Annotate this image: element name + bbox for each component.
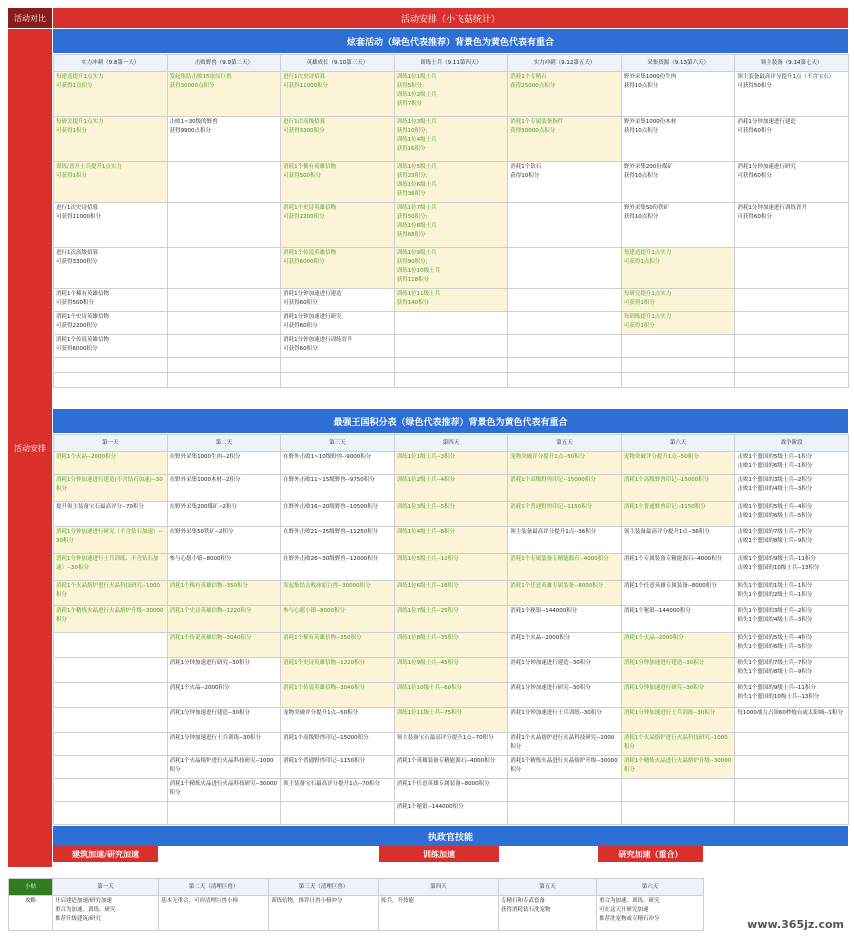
section2-cell: 消耗1个传说英雄信物--3040积分 (281, 683, 395, 708)
section2-cell: 消耗1个普通野兽印记--1150积分 (508, 502, 622, 527)
section1-col-header: 实力冲刺（9.8第一天） (54, 55, 168, 72)
section1-col-header: 击败野兽（9.9第二天） (167, 55, 281, 72)
table-row (54, 633, 849, 658)
section2-cell (54, 779, 168, 802)
section2-cell: 训练1位11级士兵--75积分 (394, 708, 508, 733)
section2-cell: 在野外击败11~15级野兽--9750积分 (281, 475, 395, 502)
section2-cell: 每1000战力占领60秒炮台或太阳城--1积分 (735, 708, 849, 733)
tips-col-header: 第三天（清理巨兽） (269, 879, 379, 896)
watermark: www.365jz.com (747, 918, 844, 931)
section2-cell: 消耗1个传说英雄信物--3040积分 (167, 633, 281, 658)
section1-cell: 每建造提升1点实力 可获得1点积分 (621, 248, 735, 289)
tips-cell: 练兵，开技能 (379, 896, 499, 931)
table-row (54, 658, 849, 683)
section2-cell: 训练1位7级士兵--25积分 (394, 606, 508, 633)
section2-cell: 消耗1个史诗英雄信物--1220积分 (281, 658, 395, 683)
section2-cell: 在野外采集1000木材--2积分 (167, 475, 281, 502)
section2-cell: 在野外击败21~25级野兽--11250积分 (281, 527, 395, 554)
section2-cell: 消耗1分钟加速进行建造(不含钻石加速)--30积分 (54, 475, 168, 502)
section2-cell: 训练1位4级士兵--8积分 (394, 527, 508, 554)
section2-cell: 宠物突破评分提升1点--50积分 (281, 708, 395, 733)
section2-cell (54, 708, 168, 733)
table-row (54, 733, 849, 756)
section1-cell (394, 335, 508, 358)
section2-cell (735, 756, 849, 779)
section2-cell: 击败1个盟国的7级士兵--7积分 击败1个盟国的8级士兵--9积分 (735, 527, 849, 554)
section1-cell: 消耗1分钟加速进行研究 可获得60积分 (735, 162, 849, 203)
section2-cell: 在野外采集50铁矿--2积分 (167, 527, 281, 554)
section2-cell (54, 756, 168, 779)
section2-cell: 击败1个盟国的3级士兵--2积分 击败1个盟国的4级士兵--3积分 (735, 475, 849, 502)
section1-cell: 消耗1分钟加速进行建造 可获得60积分 (281, 289, 395, 312)
section2-col-header: 第三天 (281, 435, 395, 452)
tips-col-header: 第一天 (53, 879, 159, 896)
section2-cell: 消耗1个火晶熔炉进行火晶科技研究--1000积分 (54, 581, 168, 606)
table-row (54, 708, 849, 733)
section1-cell: 每研究提升1点实力 可获得1积分 (621, 289, 735, 312)
side-label: 活动安排 (8, 29, 52, 867)
section1-cell (735, 289, 849, 312)
section2-cell: 消耗1分钟加速进行士兵训练--30积分 (508, 708, 622, 733)
table-row (9, 896, 704, 931)
section1-cell (621, 358, 735, 373)
tips-cell: 训练信物，推荐日兽小榜冲分 (269, 896, 379, 931)
section1-cell: 训练1位7级士兵 获得50积分; 训练1位8级士兵 获得68积分 (394, 203, 508, 248)
section2-cell: 参与心愿小镇--8000积分 (281, 606, 395, 633)
section2-cell: 消耗1分钟加速进行士兵训练、不含钻石加速）--30积分 (54, 554, 168, 581)
section1-cell (735, 335, 849, 358)
table-row (54, 756, 849, 779)
table-row (54, 802, 849, 825)
section1-cell: 每研究提升1点实力 可获得1积分 (54, 117, 168, 162)
section1-cell: 消耗1个钻石 获得10积分 (508, 162, 622, 203)
section2-cell: 损失1个盟国的5级士兵--4积分 损失1个盟国的6级士兵--5积分 (735, 633, 849, 658)
section1-cell (167, 248, 281, 289)
table-row (54, 373, 849, 388)
section2-cell: 在野外击败1~10级野兽--9000积分 (281, 452, 395, 475)
section2-cell: 宠物突破评分提升1点--50积分 (621, 452, 735, 475)
section1-cell: 消耗1分钟加速进行研究 可获得60积分 (281, 312, 395, 335)
skill-bar-build-research: 建筑加速/研究加速 (53, 846, 158, 862)
table-row (54, 312, 849, 335)
tips-label: 小贴 (9, 879, 53, 896)
tips-cell: 重合为加速、训练、研究 可在这天开研究加速 推荐洗宠物或专精石冲分 (597, 896, 704, 931)
section2-cell: 训练1位6级士兵--18积分 (394, 581, 508, 606)
section2-cell: 训练1位5级士兵--12积分 (394, 554, 508, 581)
tips-row-label: 攻略 (9, 896, 53, 931)
section1-cell (281, 373, 395, 388)
table-row (54, 72, 849, 117)
table-row (54, 527, 849, 554)
section2-cell (621, 802, 735, 825)
section1-cell (508, 358, 622, 373)
table-row (54, 452, 849, 475)
section2-cell (54, 683, 168, 708)
section1-cell: 消耗1分钟加速进行训练晋升 可获得60积分 (735, 203, 849, 248)
section1-col-header: 英雄成长（9.10第三天） (281, 55, 395, 72)
section2-cell: 在野外采集1000生肉--2积分 (167, 452, 281, 475)
section2-cell: 训练1位9级士兵--45积分 (394, 658, 508, 683)
section2-cell: 在野外击败26~30级野兽--12000积分 (281, 554, 395, 581)
section1-cell (394, 373, 508, 388)
section2-col-header: 第一天 (54, 435, 168, 452)
section2-cell (281, 802, 395, 825)
section1-cell: 训练1位9级士兵 获得90积分; 训练1位10级士兵 获得118积分 (394, 248, 508, 289)
section2-col-header: 第四天 (394, 435, 508, 452)
section1-cell (167, 289, 281, 312)
section1-cell (54, 358, 168, 373)
section2-cell (54, 658, 168, 683)
section1-cell (508, 312, 622, 335)
tips-col-header: 第四天 (379, 879, 499, 896)
section2-cell: 消耗1个秘银--144000积分 (394, 802, 508, 825)
section2-cell: 发起集结击败冰原巨兽--30000积分 (281, 581, 395, 606)
section1-cell (621, 335, 735, 358)
section1-cell (167, 335, 281, 358)
tips-cell: 专精石和专武套备 获得消耗钻石洗宠物 (499, 896, 597, 931)
section1-col-header: 训练士兵（9.11第四天） (394, 55, 508, 72)
section1-cell (508, 373, 622, 388)
section1-col-header: 领主装备（9.14第七天） (735, 55, 849, 72)
section1-cell: 训练1位11级士兵 获得140积分 (394, 289, 508, 312)
section2-cell (735, 779, 849, 802)
section2-cell: 消耗1分钟加速进行研究--30积分 (621, 683, 735, 708)
table-row (54, 581, 849, 606)
section2-cell: 击败1个盟国的5级士兵--1积分 击败1个盟国的6级士兵--1积分 (735, 452, 849, 475)
section2-cell: 消耗1个精炼火晶进行火晶熔炉升级--30000积分 (621, 756, 735, 779)
table-row (54, 779, 849, 802)
section2-cell: 消耗1个精炼火晶进行火晶熔炉升级--30000积分 (54, 606, 168, 633)
section1-cell (621, 373, 735, 388)
section2-cell: 消耗1个火晶熔炉进行火晶科技研究--1000积分 (167, 756, 281, 779)
section2-cell: 击败1个盟国的5级士兵--4积分 击败1个盟国的6级士兵--5积分 (735, 502, 849, 527)
section2-cell: 消耗1个任意英雄专属装备--8000积分 (508, 581, 622, 606)
section2-cell: 消耗1分钟加速进行士兵训练--30积分 (167, 733, 281, 756)
section1-cell: 消耗1个史诗英雄信物 可获得2200积分 (54, 312, 168, 335)
section1-cell: 进行1次高级招募 可获得3300积分 (281, 117, 395, 162)
section2-cell (54, 802, 168, 825)
section2-cell (621, 779, 735, 802)
section1-cell (508, 203, 622, 248)
section1-cell (54, 373, 168, 388)
section1-cell: 训练1位1级士兵 获得5积分; 训练1位2级士兵 获得7积分 (394, 72, 508, 117)
section2-cell (167, 802, 281, 825)
section1-cell (167, 358, 281, 373)
section2-col-header: 第六天 (621, 435, 735, 452)
section2-title: 最强王国积分表（绿色代表推荐）背景色为黄色代表有重合 (53, 409, 848, 433)
table-row (54, 554, 849, 581)
section2-cell: 消耗1分钟加速进行士兵训练--30积分 (621, 708, 735, 733)
section1-cell: 消耗1个传说英雄信物 可获得6000积分 (54, 335, 168, 358)
section1-cell: 领主装备最高评分提升1点（不含宝石） 可获得50积分 (735, 72, 849, 117)
section1-cell (508, 248, 622, 289)
section2-cell (54, 733, 168, 756)
section1-col-header: 采集资源（9.13第六天） (621, 55, 735, 72)
section1-cell: 进行1次史诗招募 可获得11000积分 (281, 72, 395, 117)
section1-cell: 消耗1个专属装备指件 获得50000点积分 (508, 117, 622, 162)
section1-cell (281, 358, 395, 373)
section2-cell: 领主装备最高评分提升1点--36积分 (508, 527, 622, 554)
section2-cell: 损失1个盟国的1级士兵--1积分 损失1个盟国的2级士兵--1积分 (735, 581, 849, 606)
table-row (54, 248, 849, 289)
section1-cell: 击败1~30级的野兽 获得9900点积分 (167, 117, 281, 162)
section2-cell: 训练1位8级士兵--35积分 (394, 633, 508, 658)
section1-cell (508, 335, 622, 358)
section2-cell: 提升领主装备宝石最高评分--70积分 (54, 502, 168, 527)
header-left-label: 活动对比 (8, 8, 52, 28)
section2-cell: 消耗1个稀有英雄信物--350积分 (167, 581, 281, 606)
tips-table (8, 878, 704, 931)
section2-cell: 训练1位3级士兵--5积分 (394, 502, 508, 527)
tips-col-header: 第二天（清理巨兽） (159, 879, 269, 896)
section2-cell: 消耗1个普通野兽印记--1150积分 (621, 502, 735, 527)
section1-cell (735, 312, 849, 335)
section1-cell: 每训练提升1点实力 可获得1积分 (621, 312, 735, 335)
section2-cell: 消耗1分钟加速进行研究--30积分 (167, 658, 281, 683)
section1-title: 炫套活动（绿色代表推荐）背景色为黄色代表有重合 (53, 29, 848, 53)
tips-col-header: 第六天 (597, 879, 704, 896)
table-row (54, 358, 849, 373)
section2-cell: 损失1个盟国的9级士兵--11积分 损失1个盟国的10级士兵--13积分 (735, 683, 849, 708)
skill-bar-training: 训练加速 (379, 846, 499, 862)
section2-cell: 训练1位10级士兵--60积分 (394, 683, 508, 708)
section2-cell: 宠物突破评分提升1点--50积分 (508, 452, 622, 475)
section2-cell: 消耗1个火晶--2000积分 (621, 633, 735, 658)
section1-cell (167, 312, 281, 335)
section2-cell: 消耗1个高级野兽印记--15000积分 (621, 475, 735, 502)
section1-cell (167, 203, 281, 248)
section2-cell: 消耗1个任意英雄专属装备--8000积分 (394, 779, 508, 802)
section2-cell: 消耗1个秘银--144000积分 (508, 606, 622, 633)
section2-col-header: 战争阶段 (735, 435, 849, 452)
section1-cell: 进行1次史诗招募 可获得11000积分 (54, 203, 168, 248)
section2-cell: 消耗1个火晶熔炉进行火晶科技研究--1000积分 (621, 733, 735, 756)
section2-cell: 领主装备宝石最高评分提升1点--70积分 (281, 779, 395, 802)
section2-cell (735, 802, 849, 825)
section1-cell: 进行1次高级招募 可获得3300积分 (54, 248, 168, 289)
section2-cell: 消耗1分钟加速进行建造--30积分 (621, 658, 735, 683)
section2-cell: 训练1位2级士兵--4积分 (394, 475, 508, 502)
section1-cell: 发起集结击败15冰原巨兽 获得30000点积分 (167, 72, 281, 117)
section1-cell (508, 289, 622, 312)
section2-cell: 消耗1分钟加速进行建造--30积分 (508, 658, 622, 683)
section1-cell (735, 373, 849, 388)
section2-cell: 消耗1个稀有英雄信物--350积分 (281, 633, 395, 658)
tips-col-header: 第五天 (499, 879, 597, 896)
section1-cell: 消耗1个专精石 获得25000点积分 (508, 72, 622, 117)
section2-cell (54, 633, 168, 658)
section2-cell: 消耗1个火晶--2000积分 (167, 683, 281, 708)
skill-bar-research-overlap: 研究加速（重合） (598, 846, 703, 862)
section2-table (53, 434, 849, 825)
section1-cell: 训练/晋升士兵提升1点实力 可获得1积分 (54, 162, 168, 203)
section2-cell: 消耗1个普通野兽印记--1150积分 (281, 756, 395, 779)
section2-cell: 消耗1个火晶--2000积分 (508, 633, 622, 658)
section1-cell: 野外采集200份煤矿 获得10点积分 (621, 162, 735, 203)
section2-cell: 消耗1个专属装备专精能源石--4000积分 (508, 554, 622, 581)
section1-cell: 训练1位5级士兵 获得23积分; 训练1位6级士兵 获得36积分 (394, 162, 508, 203)
section2-cell: 参与心愿小镇--8000积分 (167, 554, 281, 581)
section1-cell (735, 358, 849, 373)
section2-col-header: 第五天 (508, 435, 622, 452)
section2-cell: 损失1个盟国的3级士兵--2积分 损失1个盟国的4级士兵--3积分 (735, 606, 849, 633)
section2-cell (508, 779, 622, 802)
section2-cell: 击败1个盟国的9级士兵--11积分 击败1个盟国的10级士兵--13积分 (735, 554, 849, 581)
section2-cell: 消耗1个火晶--2000积分 (54, 452, 168, 475)
section1-cell: 消耗1个传说英雄信物 可获得6000积分 (281, 248, 395, 289)
section1-cell (735, 248, 849, 289)
section2-cell: 消耗1个英雄装备专精能源石--4000积分 (394, 756, 508, 779)
section2-cell: 消耗1个精炼火晶进行火晶熔炉升级--30000积分 (508, 756, 622, 779)
section1-cell: 每建造提升1点实力 可获得1点积分 (54, 72, 168, 117)
table-row (54, 475, 849, 502)
section2-cell: 消耗1分钟加速进行研究（不含钻石加速）--30积分 (54, 527, 168, 554)
section1-cell: 消耗1分钟加速进行建造 可获得60积分 (735, 117, 849, 162)
table-row (54, 289, 849, 312)
section2-cell: 训练1位1级士兵--3积分 (394, 452, 508, 475)
section1-cell: 消耗1个稀有英雄信物 可获得500积分 (281, 162, 395, 203)
section1-cell: 消耗1个史诗英雄信物 可获得2200积分 (281, 203, 395, 248)
tips-cell: 基本无重合，可冲清理巨兽小榜 (159, 896, 269, 931)
table-row (54, 606, 849, 633)
table-row (54, 502, 849, 527)
section2-cell: 消耗1个高级野兽印记--15000积分 (281, 733, 395, 756)
section1-cell (394, 358, 508, 373)
table-row (54, 335, 849, 358)
section2-cell (508, 802, 622, 825)
section1-cell (167, 162, 281, 203)
section2-cell: 在野外击败16~20级野兽--10500积分 (281, 502, 395, 527)
section2-cell: 消耗1个任意英雄专属装备--8000积分 (621, 581, 735, 606)
section1-cell: 训练1位3级士兵 获得10积分; 训练1位4级士兵 获得16积分 (394, 117, 508, 162)
section2-cell: 损失1个盟国的7级士兵--7积分 损失1个盟国的8级士兵--9积分 (735, 658, 849, 683)
section1-cell: 野外采集1000份木材 获得10点积分 (621, 117, 735, 162)
section2-cell: 领主装备宝石最高评分提升1点--70积分 (394, 733, 508, 756)
section2-cell: 领主装备最高评分提升1点--36积分 (621, 527, 735, 554)
section2-cell (735, 733, 849, 756)
section2-cell: 消耗1个史诗英雄信物--1220积分 (167, 606, 281, 633)
section2-cell: 消耗1个精炼火晶进行火晶科技研究--30000积分 (167, 779, 281, 802)
section2-cell: 消耗1个专属装备专精能源石--4000积分 (621, 554, 735, 581)
section1-cell (394, 312, 508, 335)
section2-cell: 消耗1个火晶熔炉进行火晶科技研究--1000积分 (508, 733, 622, 756)
section2-cell: 在野外采集200煤矿--2积分 (167, 502, 281, 527)
section2-cell: 消耗1分钟加速进行建造--30积分 (167, 708, 281, 733)
table-row (54, 162, 849, 203)
section1-cell (167, 373, 281, 388)
section1-cell: 消耗1分钟加速进行训练晋升 可获得60积分 (281, 335, 395, 358)
section2-cell: 消耗1分钟加速进行研究--30积分 (508, 683, 622, 708)
tips-cell: 开启建造加速/研究加速 重合为加速、训练、研究 推荐升级建筑/研究 (53, 896, 159, 931)
section1-cell: 野外采集50份铁矿 获得10点积分 (621, 203, 735, 248)
section3-title: 执政官技能 (53, 826, 848, 846)
section2-cell: 消耗1个秘银--144000积分 (621, 606, 735, 633)
section1-cell: 野外采集1000份生肉 获得10点积分 (621, 72, 735, 117)
table-row (54, 117, 849, 162)
table-row (54, 683, 849, 708)
table-row (54, 203, 849, 248)
section1-cell: 消耗1个稀有英雄信物 可获得500积分 (54, 289, 168, 312)
section2-col-header: 第二天 (167, 435, 281, 452)
section1-table (53, 54, 849, 388)
section1-col-header: 实力冲刺（9.12第五天） (508, 55, 622, 72)
page-title: 活动安排（小飞菇统计） (53, 8, 848, 28)
section2-cell: 消耗1个高级野兽印记--15000积分 (508, 475, 622, 502)
